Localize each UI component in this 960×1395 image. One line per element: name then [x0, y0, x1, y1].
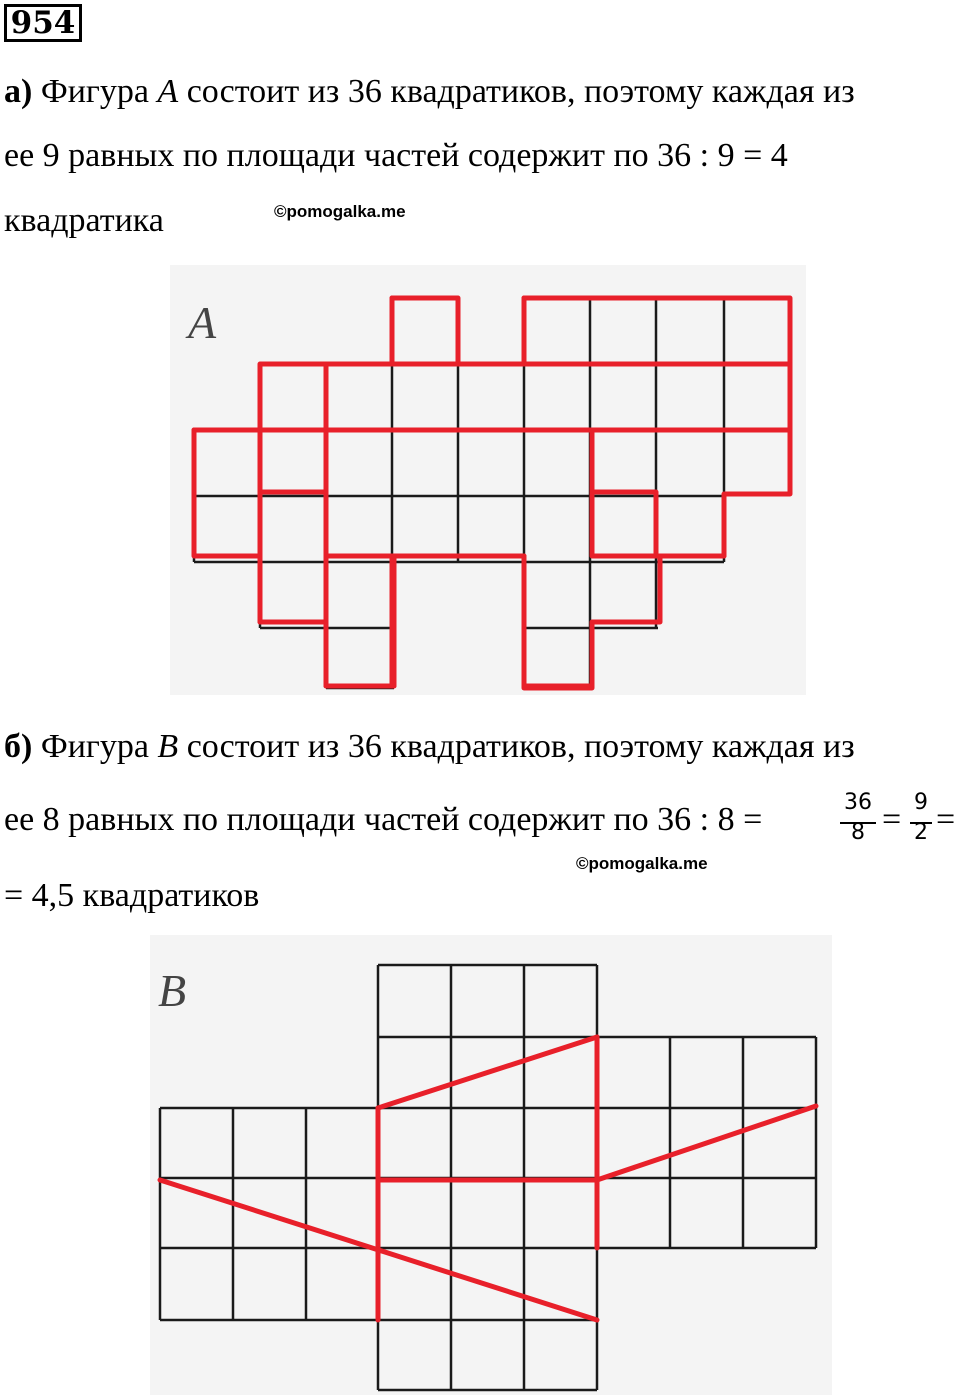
fraction-36-8-numerator: 36 [844, 790, 872, 815]
figure-a-label: A [188, 297, 217, 348]
part-b-line-1 [4, 727, 855, 767]
part-a-line-2: ее 9 равных по площади частей содержит по 36 : 9 = 4 [4, 137, 788, 174]
figure-a-background [170, 265, 806, 695]
fraction-36-8 [840, 790, 876, 846]
equals-sign-2: = [936, 801, 956, 838]
watermark-2: ©pomogalka.me [576, 854, 708, 873]
fraction-9-2-denominator: 2 [914, 820, 928, 845]
fraction-9-2 [910, 790, 932, 846]
fraction-9-2-numerator: 9 [914, 790, 928, 815]
figure-b-label: B [158, 965, 187, 1016]
figure-b [150, 935, 832, 1395]
part-a-line-1 [4, 72, 855, 112]
fraction-36-8-denominator: 8 [851, 820, 865, 845]
part-b-line-3: = 4,5 квадратиков [4, 877, 260, 914]
figure-b-background [150, 935, 832, 1395]
part-b-text-pre: Фигура [32, 728, 158, 765]
part-a-text-post: состоит из 36 квадратиков, поэтому каждая из [178, 73, 855, 110]
figure-a-ref: A [157, 73, 179, 110]
watermark-1: ©pomogalka.me [274, 202, 406, 221]
part-b-label: б) [4, 728, 33, 765]
part-a-text-pre: Фигура [32, 73, 158, 110]
problem-number: 954 [4, 4, 82, 42]
part-b-line-2: ее 8 равных по площади частей содержит по 36 : 8 = [4, 801, 763, 838]
equals-sign-1: = [882, 801, 902, 838]
part-b-text-post: состоит из 36 квадратиков, поэтому каждая из [178, 728, 855, 765]
figure-a [170, 265, 806, 695]
part-a-label: а) [4, 73, 33, 110]
part-a-line-3: квадратика [4, 202, 164, 239]
figure-b-ref: B [157, 728, 179, 765]
